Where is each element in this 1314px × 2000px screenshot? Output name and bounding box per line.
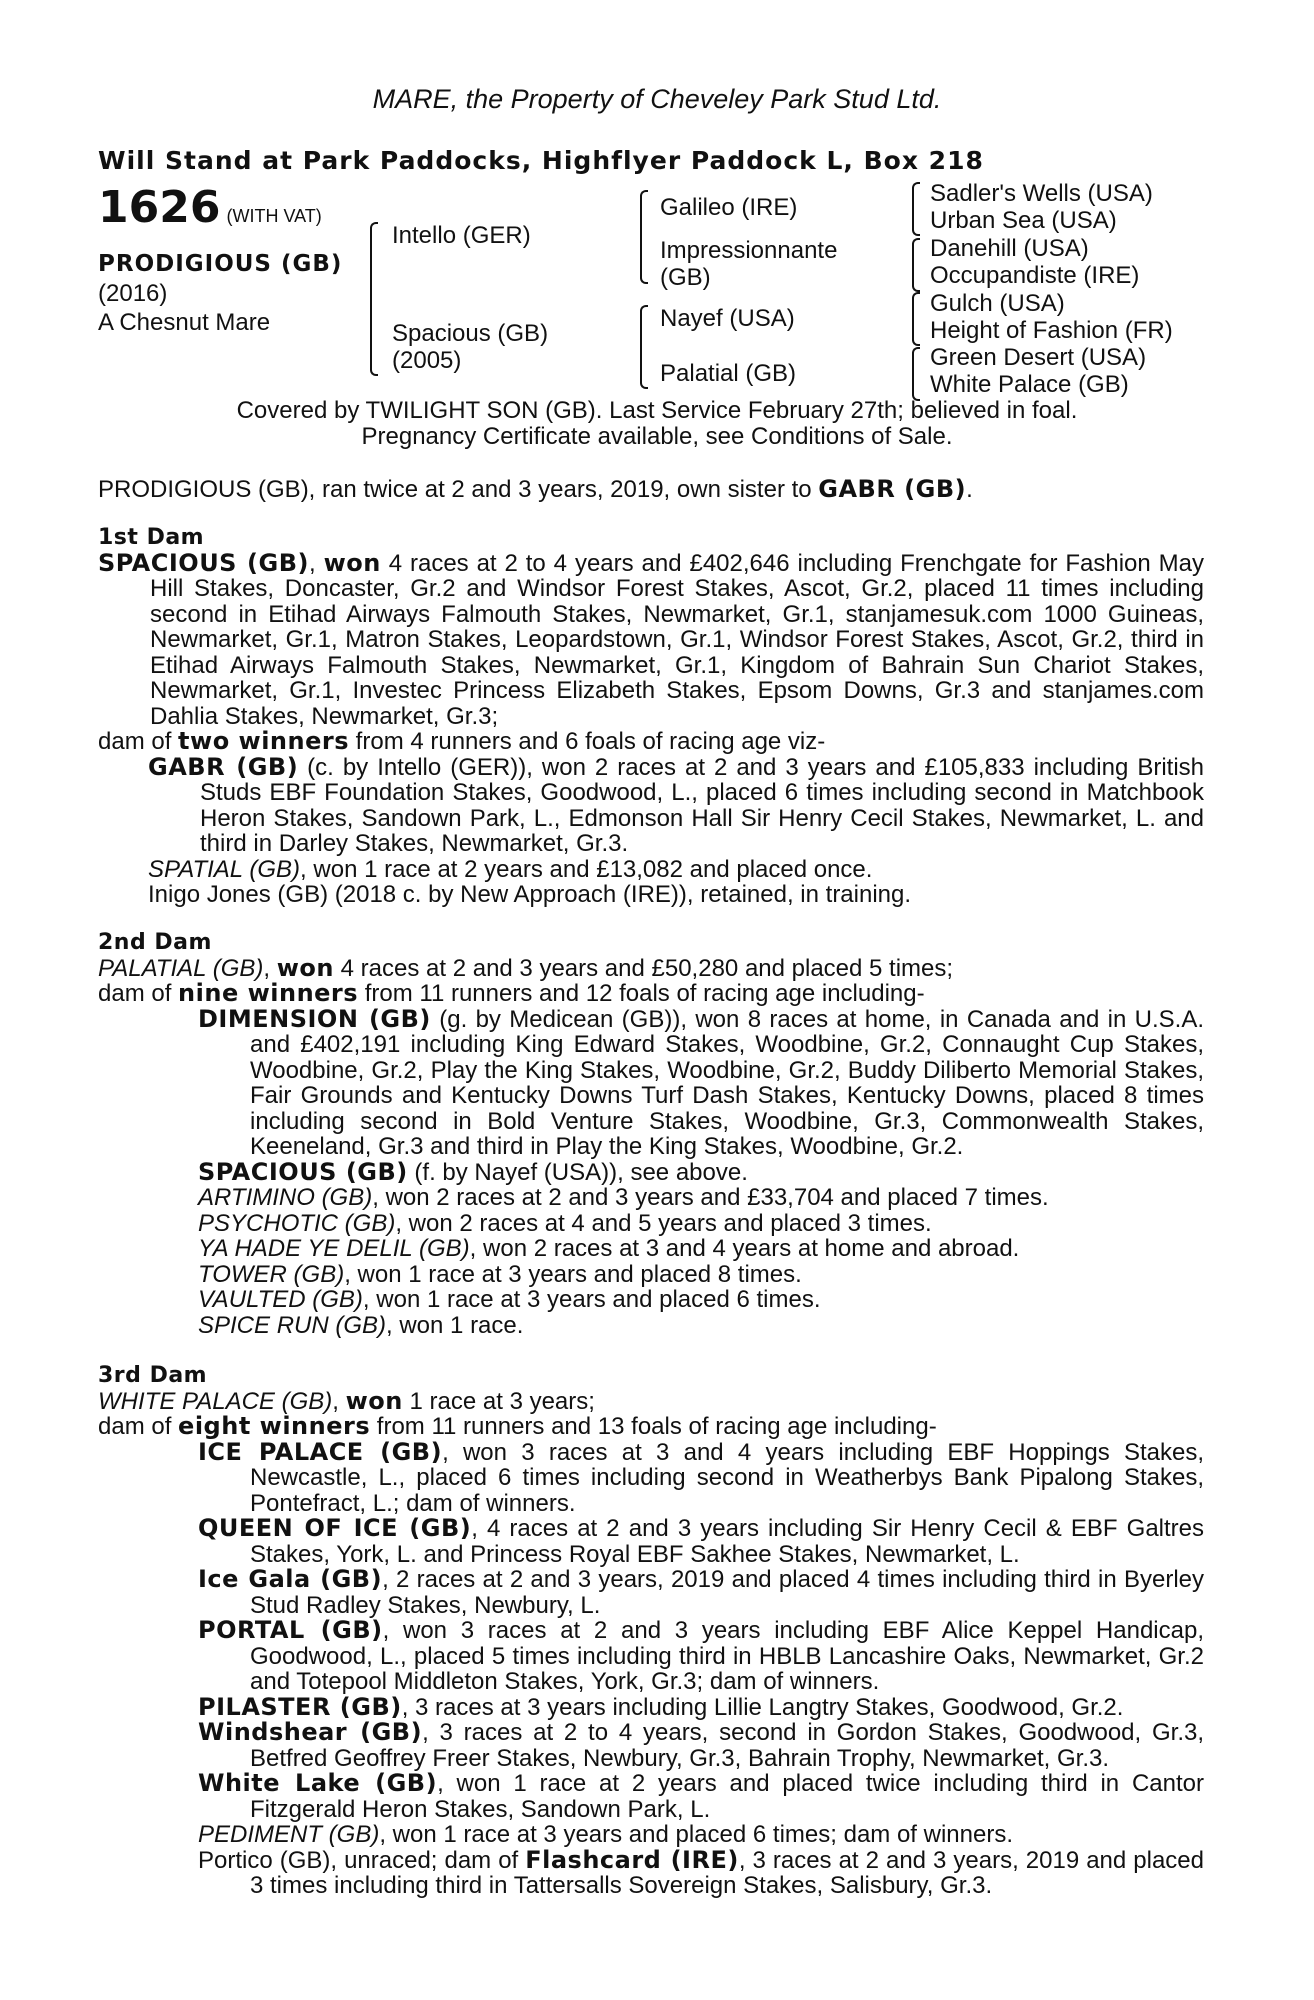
covered-notice bbox=[0, 398, 1314, 450]
whitelake-name: White Lake (GB) bbox=[198, 1769, 438, 1797]
first-dam-text: 4 races at 2 to 4 years and £402,646 including Frenchgate for Fashion May Hill Stakes, Doncaster, Gr.2 and Windsor Forest Stakes, Ascot, Gr.2, placed 11 times including second in Etihad Airways Falmouth Stakes, Newmarket, Gr.1, stanjamesuk.com 1000 Guineas, Newmarket, Gr.1, Matron Stakes, Leopardstown, Gr.1, Windsor Forest Stakes, Ascot, Gr.2, third in Etihad Airways Falmouth Stakes, Newmarket, Gr.1, Kingdom of Bahrain Sun Chariot Stakes, Newmarket, Gr.1, Investec Princess Elizabeth Stakes, Epsom Downs, Gr.3 and stanjames.com Dahlia Stakes, Newmarket, Gr.3; bbox=[150, 549, 1204, 730]
ped-dds: Green Desert (USA) bbox=[930, 344, 1147, 371]
produce-icegala bbox=[98, 1567, 1204, 1618]
third-dam-won: won bbox=[345, 1386, 403, 1415]
ped-sire: Intello (GER) bbox=[392, 222, 531, 249]
spatial-name: SPATIAL (GB) bbox=[148, 855, 301, 883]
covered-line-2: Pregnancy Certificate available, see Conditions of Sale. bbox=[361, 423, 953, 450]
third-dam-produce bbox=[98, 1414, 1204, 1440]
spacious-name: SPACIOUS (GB) bbox=[198, 1157, 408, 1186]
produce-spacious bbox=[98, 1157, 1204, 1186]
lot-number: 1626 bbox=[98, 182, 221, 233]
spicerun-text: , won 1 race. bbox=[386, 1311, 524, 1339]
produce-pediment bbox=[98, 1822, 1204, 1848]
ped-sd-1: Impressionnante bbox=[660, 237, 838, 264]
produce-portico bbox=[98, 1845, 1204, 1899]
produce-gabr bbox=[98, 752, 1204, 857]
spicerun-name: SPICE RUN (GB) bbox=[198, 1311, 387, 1339]
yahade-name: YA HADE YE DELIL (GB) bbox=[198, 1235, 470, 1262]
queenofice-text: , 4 races at 2 and 3 years including Sir Henry Cecil & EBF Galtres Stakes, York, L. and Princess Royal EBF Sakhee Stakes, Newmarket, L. bbox=[250, 1515, 1205, 1568]
icegala-name: Ice Gala (GB) bbox=[198, 1565, 383, 1593]
brace-sd bbox=[912, 238, 920, 292]
dimension-name: DIMENSION (GB) bbox=[198, 1004, 431, 1033]
produce-queenofice bbox=[98, 1516, 1204, 1567]
icegala-text: , 2 races at 2 and 3 years, 2019 and placed 4 times including third in Byerley Stud Radley Stakes, Newbury, L. bbox=[250, 1566, 1204, 1619]
third-dam-name: WHITE PALACE (GB) bbox=[98, 1387, 333, 1415]
pediment-name: PEDIMENT (GB) bbox=[198, 1821, 380, 1848]
ped-sss: Sadler's Wells (USA) bbox=[930, 180, 1153, 207]
pilaster-text: , 3 races at 3 years including Lillie Langtry Stakes, Goodwood, Gr.2. bbox=[401, 1693, 1124, 1721]
produce-inigo: Inigo Jones (GB) (2018 c. by New Approach (IRE)), retained, in training. bbox=[148, 881, 912, 908]
queenofice-name: QUEEN OF ICE (GB) bbox=[198, 1514, 472, 1542]
dam-of-pre: dam of bbox=[98, 728, 179, 755]
dam-of-post-3: from 11 runners and 13 foals of racing age including- bbox=[370, 1413, 937, 1440]
produce-icepalace bbox=[98, 1437, 1204, 1517]
produce-portal bbox=[98, 1618, 1204, 1695]
icepalace-text: , won 3 races at 3 and 4 years including EBF Hoppings Stakes, Newcastle, L., placed 6 times including second in Weatherbys Bank Pipalong Stakes, Pontefract, L.; dam of winners. bbox=[250, 1438, 1204, 1517]
ped-dam: Spacious (GB) bbox=[392, 320, 549, 347]
dam-of-post-2: from 11 runners and 12 foals of racing age including- bbox=[358, 980, 925, 1007]
intro-paragraph bbox=[98, 477, 1204, 503]
ped-dss: Gulch (USA) bbox=[930, 290, 1065, 317]
windshear-name: Windshear (GB) bbox=[198, 1718, 423, 1746]
spacious-text: (f. by Nayef (USA)), see above. bbox=[407, 1158, 748, 1186]
portal-text: , won 3 races at 2 and 3 years including EBF Alice Keppel Handicap, Goodwood, L., placed 5 times including third in HBLB Lancashire Oaks, Newmarket, Gr.2 and Totepool Middleton Stakes, York, Gr.3; dam of winners. bbox=[250, 1617, 1204, 1695]
horse-name: PRODIGIOUS (GB) bbox=[98, 251, 343, 277]
produce-pilaster bbox=[98, 1692, 1204, 1721]
second-dam-won: won bbox=[276, 953, 334, 982]
ped-ss: Galileo (IRE) bbox=[660, 194, 798, 221]
stand-location: Will Stand at Park Paddocks, Highflyer Paddock L, Box 218 bbox=[98, 146, 984, 175]
produce-artimino bbox=[98, 1185, 1204, 1211]
dimension-text: (g. by Medicean (GB)), won 8 races at home, in Canada and in U.S.A. and £402,191 including King Edward Stakes, Woodbine, Gr.2, Connaught Cup Stakes, Woodbine, Gr.2, Play the King Stakes, Woodbine, Gr.2, Buddy Diliberto Memorial Stakes, Fair Grounds and Kentucky Downs Turf Dash Stakes, Kentucky Downs, placed 8 times including second in Bold Venture Stakes, Woodbine, Gr.3, Commonwealth Stakes, Keeneland, Gr.3 and third in Play the King Stakes, Woodbine, Gr.2. bbox=[250, 1005, 1205, 1160]
tower-name: TOWER (GB) bbox=[198, 1260, 345, 1288]
page-title: MARE, the Property of Cheveley Park Stud Ltd. bbox=[372, 84, 942, 114]
first-dam-name: SPACIOUS (GB) bbox=[98, 548, 309, 577]
produce-dimension bbox=[98, 1004, 1205, 1160]
pediment-text: , won 1 race at 3 years and placed 6 times; dam of winners. bbox=[379, 1821, 1013, 1848]
intro-end: . bbox=[966, 476, 973, 503]
first-dam-heading: 1st Dam bbox=[98, 525, 205, 550]
third-dam-heading: 3rd Dam bbox=[98, 1363, 208, 1388]
brace-dd bbox=[912, 347, 920, 401]
ped-dsd: Height of Fashion (FR) bbox=[930, 317, 1173, 344]
gabr-text: (c. by Intello (GER)), won 2 races at 2 and 3 years and £105,833 including British Studs EBF Foundation Stakes, Goodwood, L., placed 6 times including second in Matchbook Heron Stakes, Sandown Park, L., Edmonson Hall Sir Henry Cecil Stakes, Newmarket, L. and third in Darley Stakes, Newmarket, Gr.3. bbox=[200, 753, 1204, 857]
produce-whitelake bbox=[98, 1771, 1204, 1822]
ped-sd-2: (GB) bbox=[660, 264, 711, 291]
produce-spicerun bbox=[98, 1313, 1204, 1339]
first-dam-won: won bbox=[323, 548, 381, 577]
second-dam-heading: 2nd Dam bbox=[98, 930, 212, 955]
whitelake-text: , won 1 race at 2 years and placed twice including third in Cantor Fitzgerald Heron Stakes, Sandown Park, L. bbox=[250, 1770, 1205, 1823]
gabr-name: GABR (GB) bbox=[148, 752, 299, 781]
artimino-text: , won 2 races at 2 and 3 years and £33,704 and placed 7 times. bbox=[372, 1184, 1049, 1211]
vaulted-name: VAULTED (GB) bbox=[198, 1286, 363, 1313]
covered-line-1: Covered by TWILIGHT SON (GB). Last Service February 27th; believed in foal. bbox=[236, 397, 1078, 424]
produce-tower bbox=[98, 1262, 1204, 1288]
windshear-text: , 3 races at 2 to 4 years, second in Gordon Stakes, Goodwood, Gr.3, Betfred Geoffrey Freer Stakes, Newbury, Gr.3, Bahrain Trophy, Newmarket, Gr.3. bbox=[250, 1719, 1205, 1772]
brace-ds bbox=[912, 292, 920, 346]
ped-sds: Danehill (USA) bbox=[930, 235, 1089, 262]
produce-psychotic bbox=[98, 1211, 1204, 1237]
second-dam-produce bbox=[98, 981, 1204, 1007]
first-dam-produce bbox=[98, 729, 1204, 755]
portico-text: Portico (GB), unraced; dam of bbox=[198, 1846, 526, 1874]
intro-text: PRODIGIOUS (GB), ran twice at 2 and 3 years, 2019, own sister to bbox=[98, 476, 819, 503]
dam-of-bold-2: nine winners bbox=[178, 979, 359, 1007]
vaulted-text: , won 1 race at 3 years and placed 6 times. bbox=[362, 1286, 821, 1313]
intro-bold: GABR (GB) bbox=[818, 475, 967, 503]
dam-of-bold: two winners bbox=[178, 727, 350, 755]
brace-dam bbox=[640, 305, 648, 389]
horse-year: (2016) bbox=[98, 280, 168, 307]
tower-text: , won 1 race at 3 years and placed 8 times. bbox=[344, 1260, 802, 1288]
ped-dam-year: (2005) bbox=[392, 347, 462, 374]
dam-of-pre-3: dam of bbox=[98, 1413, 179, 1440]
icepalace-name: ICE PALACE (GB) bbox=[198, 1437, 443, 1466]
brace-gen1 bbox=[370, 222, 378, 376]
first-dam-record: SPACIOUS (GB), won 4 races at 2 to 4 years and £402,646 including Frenchgate for Fashion May Hill Stakes, Doncaster, Gr.2 and Windsor Forest Stakes, Ascot, Gr.2, placed 11 times including second in Etihad Airways Falmouth Stakes, Newmarket, Gr.1, stanjamesuk.com 1000 Guineas, Newmarket, Gr.1, Matron Stakes, Leopardstown, Gr.1, Windsor Forest Stakes, Ascot, Gr.2, third in Etihad Airways Falmouth Stakes, Newmarket, Gr.1, Kingdom of Bahrain Sun Chariot Stakes, Newmarket, Gr.1, Investec Princess Elizabeth Stakes, Epsom Downs, Gr.3 and stanjames.com Dahlia Stakes, Newmarket, Gr.3; bbox=[98, 548, 1204, 730]
third-dam-section bbox=[98, 1363, 1204, 1899]
first-dam-section bbox=[98, 525, 1204, 908]
ped-sdd: Occupandiste (IRE) bbox=[930, 262, 1140, 289]
dam-of-pre-2: dam of bbox=[98, 980, 179, 1007]
horse-description: A Chesnut Mare bbox=[98, 309, 271, 336]
second-dam-text: 4 races at 2 and 3 years and £50,280 and placed 5 times; bbox=[333, 954, 954, 982]
ped-dd: Palatial (GB) bbox=[660, 360, 797, 387]
portal-name: PORTAL (GB) bbox=[198, 1616, 383, 1644]
psychotic-name: PSYCHOTIC (GB) bbox=[198, 1209, 396, 1237]
flashcard-text: , 3 races at 2 and 3 years, 2019 and placed 3 times including third in Tattersalls Sovereign Stakes, Salisbury, Gr.3. bbox=[250, 1846, 1204, 1899]
brace-ss bbox=[912, 182, 920, 236]
lot-vat: (WITH VAT) bbox=[226, 206, 322, 226]
produce-vaulted bbox=[98, 1287, 1204, 1313]
ped-ddd: White Palace (GB) bbox=[930, 371, 1129, 398]
psychotic-text: , won 2 races at 4 and 5 years and placed 3 times. bbox=[395, 1209, 932, 1237]
dam-of-post: from 4 runners and 6 foals of racing age viz- bbox=[349, 728, 826, 755]
second-dam-name: PALATIAL (GB) bbox=[98, 954, 264, 982]
third-dam-text: 1 race at 3 years; bbox=[402, 1387, 595, 1415]
horse-info bbox=[98, 250, 342, 337]
spatial-text: , won 1 race at 2 years and £13,082 and placed once. bbox=[300, 855, 873, 883]
produce-yahade bbox=[98, 1236, 1204, 1262]
produce-windshear bbox=[98, 1720, 1204, 1771]
ped-ds: Nayef (USA) bbox=[660, 305, 795, 332]
yahade-text: , won 2 races at 3 and 4 years at home and abroad. bbox=[469, 1235, 1020, 1262]
artimino-name: ARTIMINO (GB) bbox=[198, 1184, 373, 1211]
brace-sire bbox=[640, 190, 648, 284]
second-dam-section bbox=[98, 930, 1204, 1338]
lot-number-block bbox=[98, 182, 322, 233]
produce-spatial bbox=[98, 857, 1204, 883]
second-dam-record: PALATIAL (GB), won 4 races at 2 and 3 years and £50,280 and placed 5 times; bbox=[98, 953, 954, 982]
flashcard-name: Flashcard (IRE) bbox=[525, 1845, 739, 1874]
ped-ssd: Urban Sea (USA) bbox=[930, 207, 1117, 234]
dam-of-bold-3: eight winners bbox=[178, 1412, 371, 1440]
pilaster-name: PILASTER (GB) bbox=[198, 1692, 402, 1721]
third-dam-record: WHITE PALACE (GB), won 1 race at 3 years; bbox=[98, 1386, 595, 1415]
